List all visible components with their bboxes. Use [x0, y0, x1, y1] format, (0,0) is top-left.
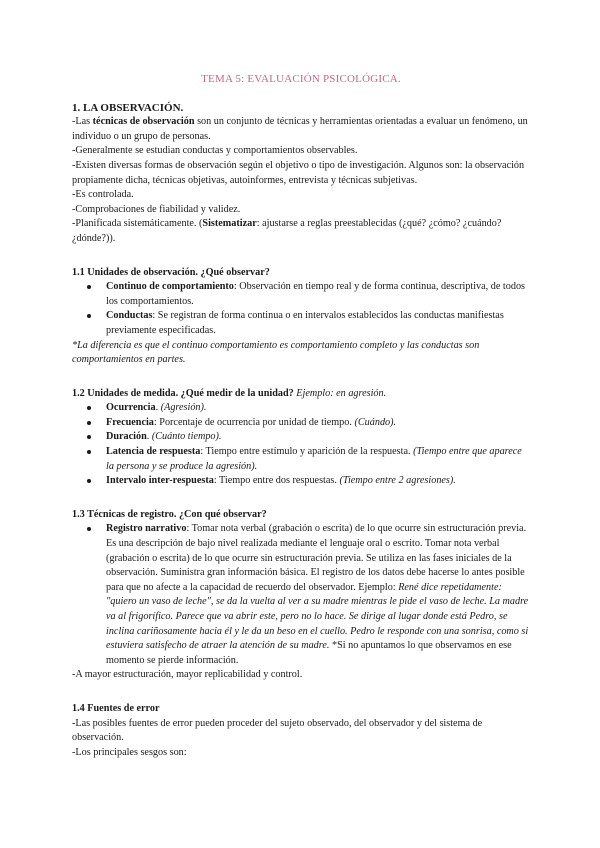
- bold-term: Conductas: [106, 310, 153, 322]
- section-1-1-note: *La diferencia es que el continuo comportamiento es comportamiento completo y las conductas son comportamientos en partes.: [72, 339, 480, 366]
- text-span: : Tomar nota verbal (grabación o escrita) de lo que ocurre sin estructuración previa. Es una descripción de bajo nivel realizada mediante el lenguaje oral o escrito. Tomar nota verbal (grabación o escrita) de lo que ocurre sin estructuración previa. Se utiliza en las fases iniciales de la observación. Suministra gran información básica. El registro de los datos debe hacerse lo antes posible para que no afecte a la capacidad de recuerdo del observador. Ejemplo:: [106, 523, 527, 593]
- text-span: : Observación en tiempo real y de forma continua, descriptiva, de todos los comportamientos.: [106, 281, 526, 307]
- list-item: [106, 522, 530, 668]
- heading-example: Ejemplo: en agresión.: [293, 387, 387, 399]
- text-span: son un conjunto de técnicas y herramientas orientadas a evaluar un fenómeno, un individuo o un grupo de personas.: [72, 116, 528, 142]
- bold-term: Registro narrativo: [106, 523, 187, 535]
- example-text: (Tiempo entre 2 agresiones).: [339, 475, 456, 487]
- bold-term: técnicas de observación: [92, 116, 195, 128]
- bold-term: Latencia de respuesta: [106, 446, 201, 458]
- bold-term: Continuo de comportamiento: [106, 281, 234, 293]
- section-1-paragraph-1: [72, 115, 530, 144]
- text-span: *Si no apuntamos lo que observamos en ese momento se pierde información.: [106, 640, 512, 666]
- section-1-3-heading: 1.3 Técnicas de registro. ¿Con qué observar?: [72, 508, 267, 520]
- example-text: (Agresión).: [160, 402, 207, 414]
- section-1-2-heading: [72, 387, 530, 402]
- list-item: [106, 430, 530, 445]
- text-span: : Tiempo entre dos respuestas.: [213, 475, 340, 487]
- section-1-paragraph-2: -Generalmente se estudian conductas y comportamientos observables.: [72, 145, 358, 157]
- section-1-4-heading: 1.4 Fuentes de error: [72, 702, 160, 714]
- example-text: (Cuándo).: [354, 416, 397, 428]
- example-text: (Tiempo entre que aparece la persona y se produce la agresión).: [106, 446, 522, 472]
- text-span: .: [155, 402, 161, 414]
- section-1-1-heading: 1.1 Unidades de observación. ¿Qué observar?: [72, 266, 270, 278]
- section-1-paragraph-3: -Existen diversas formas de observación según el objetivo o tipo de investigación. Algunos son: la observación propiamente dicha, técnicas objetivas, autoinformes, entrevista y técnicas subjetivas.: [72, 159, 525, 186]
- list-item: [106, 416, 530, 431]
- text-span: -Planificada sistemáticamente. (: [72, 218, 203, 230]
- bold-term: Ocurrencia: [106, 402, 156, 414]
- bold-term: Frecuencia: [106, 416, 154, 428]
- section-1-3-after: -A mayor estructuración, mayor replicabilidad y control.: [72, 669, 303, 681]
- bold-term: Intervalo inter-respuesta: [106, 475, 214, 487]
- list-item: [106, 401, 530, 416]
- text-span: : ajustarse a reglas preestablecidas (¿qué? ¿cómo? ¿cuándo?¿dónde?)).: [72, 218, 502, 244]
- text-span: : Tiempo entre estímulo y aparición de la respuesta.: [200, 446, 414, 458]
- list-item: [106, 445, 530, 474]
- recording-techniques-list: [72, 522, 530, 668]
- example-text: (Cuánto tiempo).: [151, 431, 222, 443]
- section-1-paragraph-6: [72, 217, 530, 246]
- list-item: [106, 309, 530, 338]
- example-text: René dice repetidamente: "quiero un vaso de leche", se da la vuelta al ver a su madre mientras le pide el vaso de leche. La madre va al frigorífico. Parece que va abrir este, pero no lo hace. Se dirige al lugar donde está Pedro, se inclina cariñosamente hacia él y le da un beso en el cuello. Pedro le responde con una sonrisa, como si estuviera satisfecho de atraer la atención de su madre.: [106, 581, 529, 652]
- section-1-4-paragraph-2: -Los principales sesgos son:: [72, 746, 187, 758]
- list-item: [106, 474, 530, 489]
- section-1-heading: 1. LA OBSERVACIÓN.: [72, 101, 184, 114]
- heading-text: 1.2 Unidades de medida. ¿Qué medir de la unidad?: [72, 387, 294, 399]
- section-1-paragraph-5: -Comprobaciones de fiabilidad y validez.: [72, 203, 241, 215]
- text-span: : Se registran de forma continua o en intervalos establecidos las conductas manifiestas previamente especificadas.: [106, 310, 504, 336]
- section-1-4-paragraph-1: -Las posibles fuentes de error pueden proceder del sujeto observado, del observador y del sistema de observación.: [72, 717, 483, 744]
- document-title: TEMA 5: EVALUACIÓN PSICOLÓGICA.: [201, 73, 401, 85]
- text-span: -Las: [72, 116, 93, 128]
- measure-units-list: [72, 401, 530, 489]
- bold-term: Sistematizar: [202, 218, 257, 230]
- observation-units-list: [72, 280, 530, 338]
- text-span: : Porcentaje de ocurrencia por unidad de tiempo.: [153, 416, 355, 428]
- list-item: [106, 280, 530, 309]
- text-span: .: [146, 431, 152, 443]
- section-1-paragraph-4: -Es controlada.: [72, 189, 134, 201]
- bold-term: Duración: [106, 431, 147, 443]
